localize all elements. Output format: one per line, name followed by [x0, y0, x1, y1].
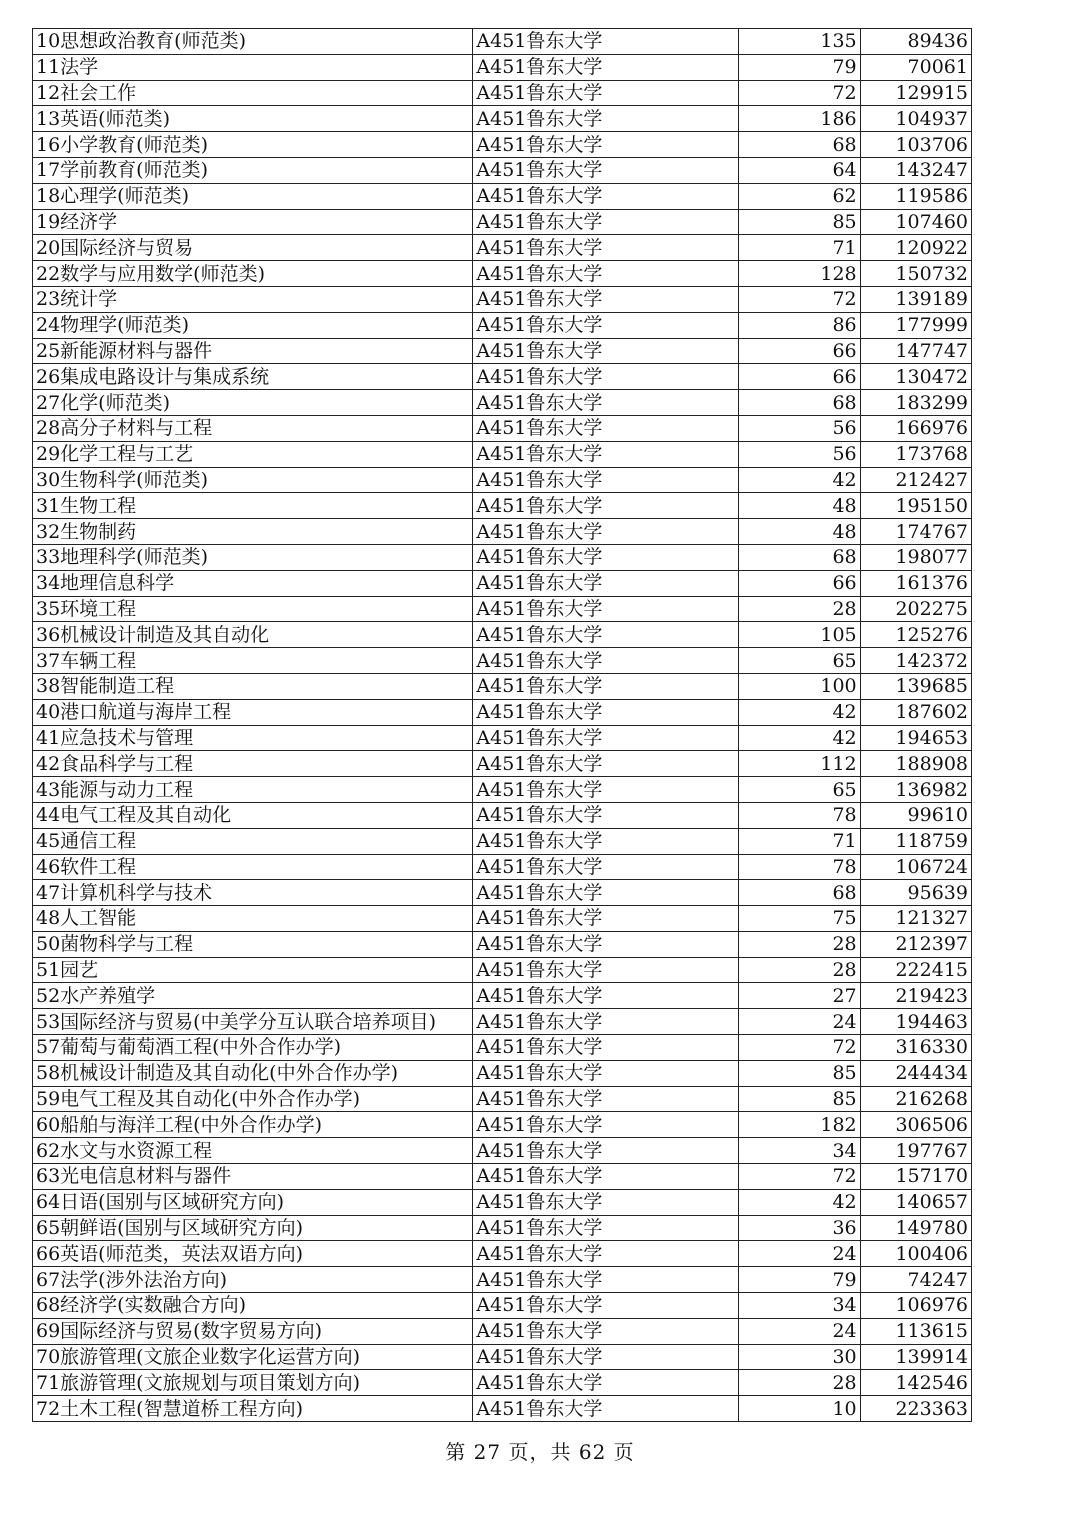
table-row [33, 854, 972, 880]
table-row [33, 1138, 972, 1164]
major-cell: 48人工智能 [33, 906, 473, 932]
table-body [33, 29, 972, 1422]
table-row [33, 1060, 972, 1086]
table-row [33, 725, 972, 751]
school-cell: A451鲁东大学 [473, 467, 739, 493]
school-cell: A451鲁东大学 [473, 777, 739, 803]
table-row [33, 983, 972, 1009]
count-cell: 66 [739, 364, 860, 390]
count-cell: 56 [739, 441, 860, 467]
major-cell: 22数学与应用数学(师范类) [33, 261, 473, 287]
table-row [33, 1267, 972, 1293]
table-row [33, 132, 972, 158]
rank-cell: 142372 [860, 648, 971, 674]
major-cell: 64日语(国别与区域研究方向) [33, 1189, 473, 1215]
rank-cell: 100406 [860, 1241, 971, 1267]
school-cell: A451鲁东大学 [473, 1293, 739, 1319]
count-cell: 86 [739, 312, 860, 338]
count-cell: 75 [739, 906, 860, 932]
school-cell: A451鲁东大学 [473, 390, 739, 416]
table-row [33, 1112, 972, 1138]
rank-cell: 244434 [860, 1060, 971, 1086]
major-cell: 43能源与动力工程 [33, 777, 473, 803]
major-cell: 32生物制药 [33, 519, 473, 545]
rank-cell: 139189 [860, 286, 971, 312]
major-cell: 53国际经济与贸易(中美学分互认联合培养项目) [33, 1009, 473, 1035]
school-cell: A451鲁东大学 [473, 802, 739, 828]
table-row [33, 1396, 972, 1422]
school-cell: A451鲁东大学 [473, 235, 739, 261]
school-cell: A451鲁东大学 [473, 622, 739, 648]
major-cell: 37车辆工程 [33, 648, 473, 674]
count-cell: 34 [739, 1293, 860, 1319]
count-cell: 72 [739, 1035, 860, 1061]
major-cell: 31生物工程 [33, 493, 473, 519]
rank-cell: 197767 [860, 1138, 971, 1164]
count-cell: 28 [739, 596, 860, 622]
table-row [33, 106, 972, 132]
rank-cell: 150732 [860, 261, 971, 287]
school-cell: A451鲁东大学 [473, 441, 739, 467]
table-row [33, 235, 972, 261]
count-cell: 72 [739, 1164, 860, 1190]
table-row [33, 1344, 972, 1370]
school-cell: A451鲁东大学 [473, 54, 739, 80]
rank-cell: 183299 [860, 390, 971, 416]
school-cell: A451鲁东大学 [473, 1215, 739, 1241]
count-cell: 42 [739, 467, 860, 493]
rank-cell: 103706 [860, 132, 971, 158]
table-row [33, 519, 972, 545]
major-cell: 40港口航道与海岸工程 [33, 699, 473, 725]
rank-cell: 177999 [860, 312, 971, 338]
count-cell: 85 [739, 1060, 860, 1086]
major-cell: 68经济学(实数融合方向) [33, 1293, 473, 1319]
major-cell: 69国际经济与贸易(数字贸易方向) [33, 1318, 473, 1344]
count-cell: 85 [739, 209, 860, 235]
rank-cell: 129915 [860, 80, 971, 106]
major-cell: 16小学教育(师范类) [33, 132, 473, 158]
rank-cell: 74247 [860, 1267, 971, 1293]
major-cell: 20国际经济与贸易 [33, 235, 473, 261]
major-cell: 23统计学 [33, 286, 473, 312]
rank-cell: 139685 [860, 673, 971, 699]
count-cell: 78 [739, 854, 860, 880]
major-cell: 12社会工作 [33, 80, 473, 106]
school-cell: A451鲁东大学 [473, 596, 739, 622]
major-cell: 45通信工程 [33, 828, 473, 854]
major-cell: 33地理科学(师范类) [33, 544, 473, 570]
rank-cell: 195150 [860, 493, 971, 519]
table-row [33, 648, 972, 674]
rank-cell: 194653 [860, 725, 971, 751]
school-cell: A451鲁东大学 [473, 1189, 739, 1215]
school-cell: A451鲁东大学 [473, 1344, 739, 1370]
table-row [33, 1318, 972, 1344]
rank-cell: 157170 [860, 1164, 971, 1190]
rank-cell: 143247 [860, 157, 971, 183]
rank-cell: 223363 [860, 1396, 971, 1422]
rank-cell: 120922 [860, 235, 971, 261]
school-cell: A451鲁东大学 [473, 983, 739, 1009]
count-cell: 66 [739, 338, 860, 364]
table-row [33, 1009, 972, 1035]
school-cell: A451鲁东大学 [473, 29, 739, 55]
rank-cell: 216268 [860, 1086, 971, 1112]
major-cell: 47计算机科学与技术 [33, 880, 473, 906]
rank-cell: 125276 [860, 622, 971, 648]
school-cell: A451鲁东大学 [473, 1164, 739, 1190]
major-cell: 57葡萄与葡萄酒工程(中外合作办学) [33, 1035, 473, 1061]
rank-cell: 139914 [860, 1344, 971, 1370]
major-cell: 44电气工程及其自动化 [33, 802, 473, 828]
table-row [33, 1215, 972, 1241]
table-row [33, 1370, 972, 1396]
major-cell: 58机械设计制造及其自动化(中外合作办学) [33, 1060, 473, 1086]
table-row [33, 1035, 972, 1061]
count-cell: 62 [739, 183, 860, 209]
rank-cell: 316330 [860, 1035, 971, 1061]
count-cell: 112 [739, 751, 860, 777]
table-row [33, 467, 972, 493]
major-cell: 28高分子材料与工程 [33, 415, 473, 441]
major-cell: 70旅游管理(文旅企业数字化运营方向) [33, 1344, 473, 1370]
count-cell: 10 [739, 1396, 860, 1422]
count-cell: 42 [739, 725, 860, 751]
major-cell: 36机械设计制造及其自动化 [33, 622, 473, 648]
school-cell: A451鲁东大学 [473, 751, 739, 777]
school-cell: A451鲁东大学 [473, 80, 739, 106]
count-cell: 27 [739, 983, 860, 1009]
count-cell: 42 [739, 1189, 860, 1215]
table-row [33, 1189, 972, 1215]
count-cell: 34 [739, 1138, 860, 1164]
school-cell: A451鲁东大学 [473, 1009, 739, 1035]
count-cell: 56 [739, 415, 860, 441]
major-cell: 71旅游管理(文旅规划与项目策划方向) [33, 1370, 473, 1396]
school-cell: A451鲁东大学 [473, 415, 739, 441]
table-row [33, 751, 972, 777]
count-cell: 68 [739, 544, 860, 570]
count-cell: 68 [739, 132, 860, 158]
table-row [33, 54, 972, 80]
school-cell: A451鲁东大学 [473, 312, 739, 338]
major-cell: 13英语(师范类) [33, 106, 473, 132]
major-cell: 42食品科学与工程 [33, 751, 473, 777]
rank-cell: 106976 [860, 1293, 971, 1319]
major-cell: 11法学 [33, 54, 473, 80]
count-cell: 85 [739, 1086, 860, 1112]
school-cell: A451鲁东大学 [473, 157, 739, 183]
rank-cell: 166976 [860, 415, 971, 441]
school-cell: A451鲁东大学 [473, 364, 739, 390]
table-row [33, 364, 972, 390]
school-cell: A451鲁东大学 [473, 1267, 739, 1293]
school-cell: A451鲁东大学 [473, 1086, 739, 1112]
major-cell: 38智能制造工程 [33, 673, 473, 699]
major-cell: 51园艺 [33, 957, 473, 983]
table-row [33, 312, 972, 338]
major-cell: 67法学(涉外法治方向) [33, 1267, 473, 1293]
table-row [33, 1164, 972, 1190]
table-row [33, 931, 972, 957]
major-cell: 50菌物科学与工程 [33, 931, 473, 957]
count-cell: 48 [739, 519, 860, 545]
table-row [33, 906, 972, 932]
school-cell: A451鲁东大学 [473, 699, 739, 725]
major-cell: 35环境工程 [33, 596, 473, 622]
count-cell: 24 [739, 1318, 860, 1344]
count-cell: 72 [739, 80, 860, 106]
rank-cell: 107460 [860, 209, 971, 235]
major-cell: 52水产养殖学 [33, 983, 473, 1009]
count-cell: 72 [739, 286, 860, 312]
school-cell: A451鲁东大学 [473, 828, 739, 854]
major-cell: 17学前教育(师范类) [33, 157, 473, 183]
rank-cell: 212427 [860, 467, 971, 493]
count-cell: 66 [739, 570, 860, 596]
school-cell: A451鲁东大学 [473, 1035, 739, 1061]
count-cell: 71 [739, 828, 860, 854]
table-row [33, 596, 972, 622]
count-cell: 68 [739, 880, 860, 906]
school-cell: A451鲁东大学 [473, 1241, 739, 1267]
count-cell: 48 [739, 493, 860, 519]
table-row [33, 544, 972, 570]
count-cell: 71 [739, 235, 860, 261]
major-cell: 66英语(师范类，英法双语方向) [33, 1241, 473, 1267]
school-cell: A451鲁东大学 [473, 183, 739, 209]
school-cell: A451鲁东大学 [473, 519, 739, 545]
rank-cell: 173768 [860, 441, 971, 467]
school-cell: A451鲁东大学 [473, 648, 739, 674]
count-cell: 65 [739, 777, 860, 803]
rank-cell: 140657 [860, 1189, 971, 1215]
count-cell: 30 [739, 1344, 860, 1370]
major-cell: 25新能源材料与器件 [33, 338, 473, 364]
major-cell: 65朝鲜语(国别与区域研究方向) [33, 1215, 473, 1241]
rank-cell: 130472 [860, 364, 971, 390]
table-row [33, 493, 972, 519]
rank-cell: 118759 [860, 828, 971, 854]
school-cell: A451鲁东大学 [473, 854, 739, 880]
rank-cell: 188908 [860, 751, 971, 777]
major-cell: 41应急技术与管理 [33, 725, 473, 751]
rank-cell: 136982 [860, 777, 971, 803]
table-row [33, 673, 972, 699]
rank-cell: 119586 [860, 183, 971, 209]
count-cell: 64 [739, 157, 860, 183]
major-cell: 63光电信息材料与器件 [33, 1164, 473, 1190]
count-cell: 28 [739, 957, 860, 983]
major-cell: 72土木工程(智慧道桥工程方向) [33, 1396, 473, 1422]
school-cell: A451鲁东大学 [473, 570, 739, 596]
count-cell: 100 [739, 673, 860, 699]
count-cell: 24 [739, 1241, 860, 1267]
count-cell: 65 [739, 648, 860, 674]
school-cell: A451鲁东大学 [473, 957, 739, 983]
rank-cell: 106724 [860, 854, 971, 880]
rank-cell: 198077 [860, 544, 971, 570]
table-row [33, 415, 972, 441]
table-row [33, 209, 972, 235]
table-row [33, 570, 972, 596]
major-cell: 59电气工程及其自动化(中外合作办学) [33, 1086, 473, 1112]
table-row [33, 1293, 972, 1319]
table-row [33, 157, 972, 183]
count-cell: 24 [739, 1009, 860, 1035]
major-cell: 46软件工程 [33, 854, 473, 880]
rank-cell: 222415 [860, 957, 971, 983]
rank-cell: 306506 [860, 1112, 971, 1138]
count-cell: 78 [739, 802, 860, 828]
count-cell: 186 [739, 106, 860, 132]
count-cell: 135 [739, 29, 860, 55]
major-cell: 29化学工程与工艺 [33, 441, 473, 467]
rank-cell: 121327 [860, 906, 971, 932]
table-row [33, 699, 972, 725]
page-footer: 第 27 页，共 62 页 [445, 1440, 635, 1464]
school-cell: A451鲁东大学 [473, 106, 739, 132]
admission-table [32, 28, 972, 1422]
rank-cell: 219423 [860, 983, 971, 1009]
count-cell: 128 [739, 261, 860, 287]
count-cell: 68 [739, 390, 860, 416]
school-cell: A451鲁东大学 [473, 906, 739, 932]
major-cell: 24物理学(师范类) [33, 312, 473, 338]
school-cell: A451鲁东大学 [473, 931, 739, 957]
table-row [33, 880, 972, 906]
table-row [33, 1086, 972, 1112]
table-row [33, 338, 972, 364]
table-row [33, 441, 972, 467]
rank-cell: 161376 [860, 570, 971, 596]
school-cell: A451鲁东大学 [473, 1138, 739, 1164]
count-cell: 79 [739, 54, 860, 80]
rank-cell: 212397 [860, 931, 971, 957]
rank-cell: 142546 [860, 1370, 971, 1396]
rank-cell: 187602 [860, 699, 971, 725]
count-cell: 36 [739, 1215, 860, 1241]
school-cell: A451鲁东大学 [473, 1370, 739, 1396]
rank-cell: 174767 [860, 519, 971, 545]
major-cell: 30生物科学(师范类) [33, 467, 473, 493]
table-row [33, 261, 972, 287]
major-cell: 10思想政治教育(师范类) [33, 29, 473, 55]
rank-cell: 113615 [860, 1318, 971, 1344]
rank-cell: 70061 [860, 54, 971, 80]
table-row [33, 777, 972, 803]
major-cell: 26集成电路设计与集成系统 [33, 364, 473, 390]
count-cell: 79 [739, 1267, 860, 1293]
table-row [33, 29, 972, 55]
count-cell: 182 [739, 1112, 860, 1138]
count-cell: 42 [739, 699, 860, 725]
count-cell: 28 [739, 931, 860, 957]
table-row [33, 957, 972, 983]
school-cell: A451鲁东大学 [473, 493, 739, 519]
major-cell: 60船舶与海洋工程(中外合作办学) [33, 1112, 473, 1138]
table-row [33, 1241, 972, 1267]
school-cell: A451鲁东大学 [473, 338, 739, 364]
major-cell: 34地理信息科学 [33, 570, 473, 596]
count-cell: 28 [739, 1370, 860, 1396]
rank-cell: 104937 [860, 106, 971, 132]
school-cell: A451鲁东大学 [473, 544, 739, 570]
table-row [33, 286, 972, 312]
rank-cell: 99610 [860, 802, 971, 828]
major-cell: 18心理学(师范类) [33, 183, 473, 209]
school-cell: A451鲁东大学 [473, 132, 739, 158]
school-cell: A451鲁东大学 [473, 209, 739, 235]
school-cell: A451鲁东大学 [473, 673, 739, 699]
school-cell: A451鲁东大学 [473, 261, 739, 287]
table-row [33, 80, 972, 106]
rank-cell: 194463 [860, 1009, 971, 1035]
school-cell: A451鲁东大学 [473, 880, 739, 906]
table-row [33, 622, 972, 648]
school-cell: A451鲁东大学 [473, 1112, 739, 1138]
major-cell: 62水文与水资源工程 [33, 1138, 473, 1164]
table-row [33, 390, 972, 416]
rank-cell: 147747 [860, 338, 971, 364]
table-row [33, 183, 972, 209]
rank-cell: 202275 [860, 596, 971, 622]
rank-cell: 149780 [860, 1215, 971, 1241]
school-cell: A451鲁东大学 [473, 725, 739, 751]
table-row [33, 802, 972, 828]
major-cell: 19经济学 [33, 209, 473, 235]
count-cell: 105 [739, 622, 860, 648]
school-cell: A451鲁东大学 [473, 1396, 739, 1422]
rank-cell: 95639 [860, 880, 971, 906]
school-cell: A451鲁东大学 [473, 1318, 739, 1344]
table-row [33, 828, 972, 854]
school-cell: A451鲁东大学 [473, 286, 739, 312]
school-cell: A451鲁东大学 [473, 1060, 739, 1086]
rank-cell: 89436 [860, 29, 971, 55]
major-cell: 27化学(师范类) [33, 390, 473, 416]
